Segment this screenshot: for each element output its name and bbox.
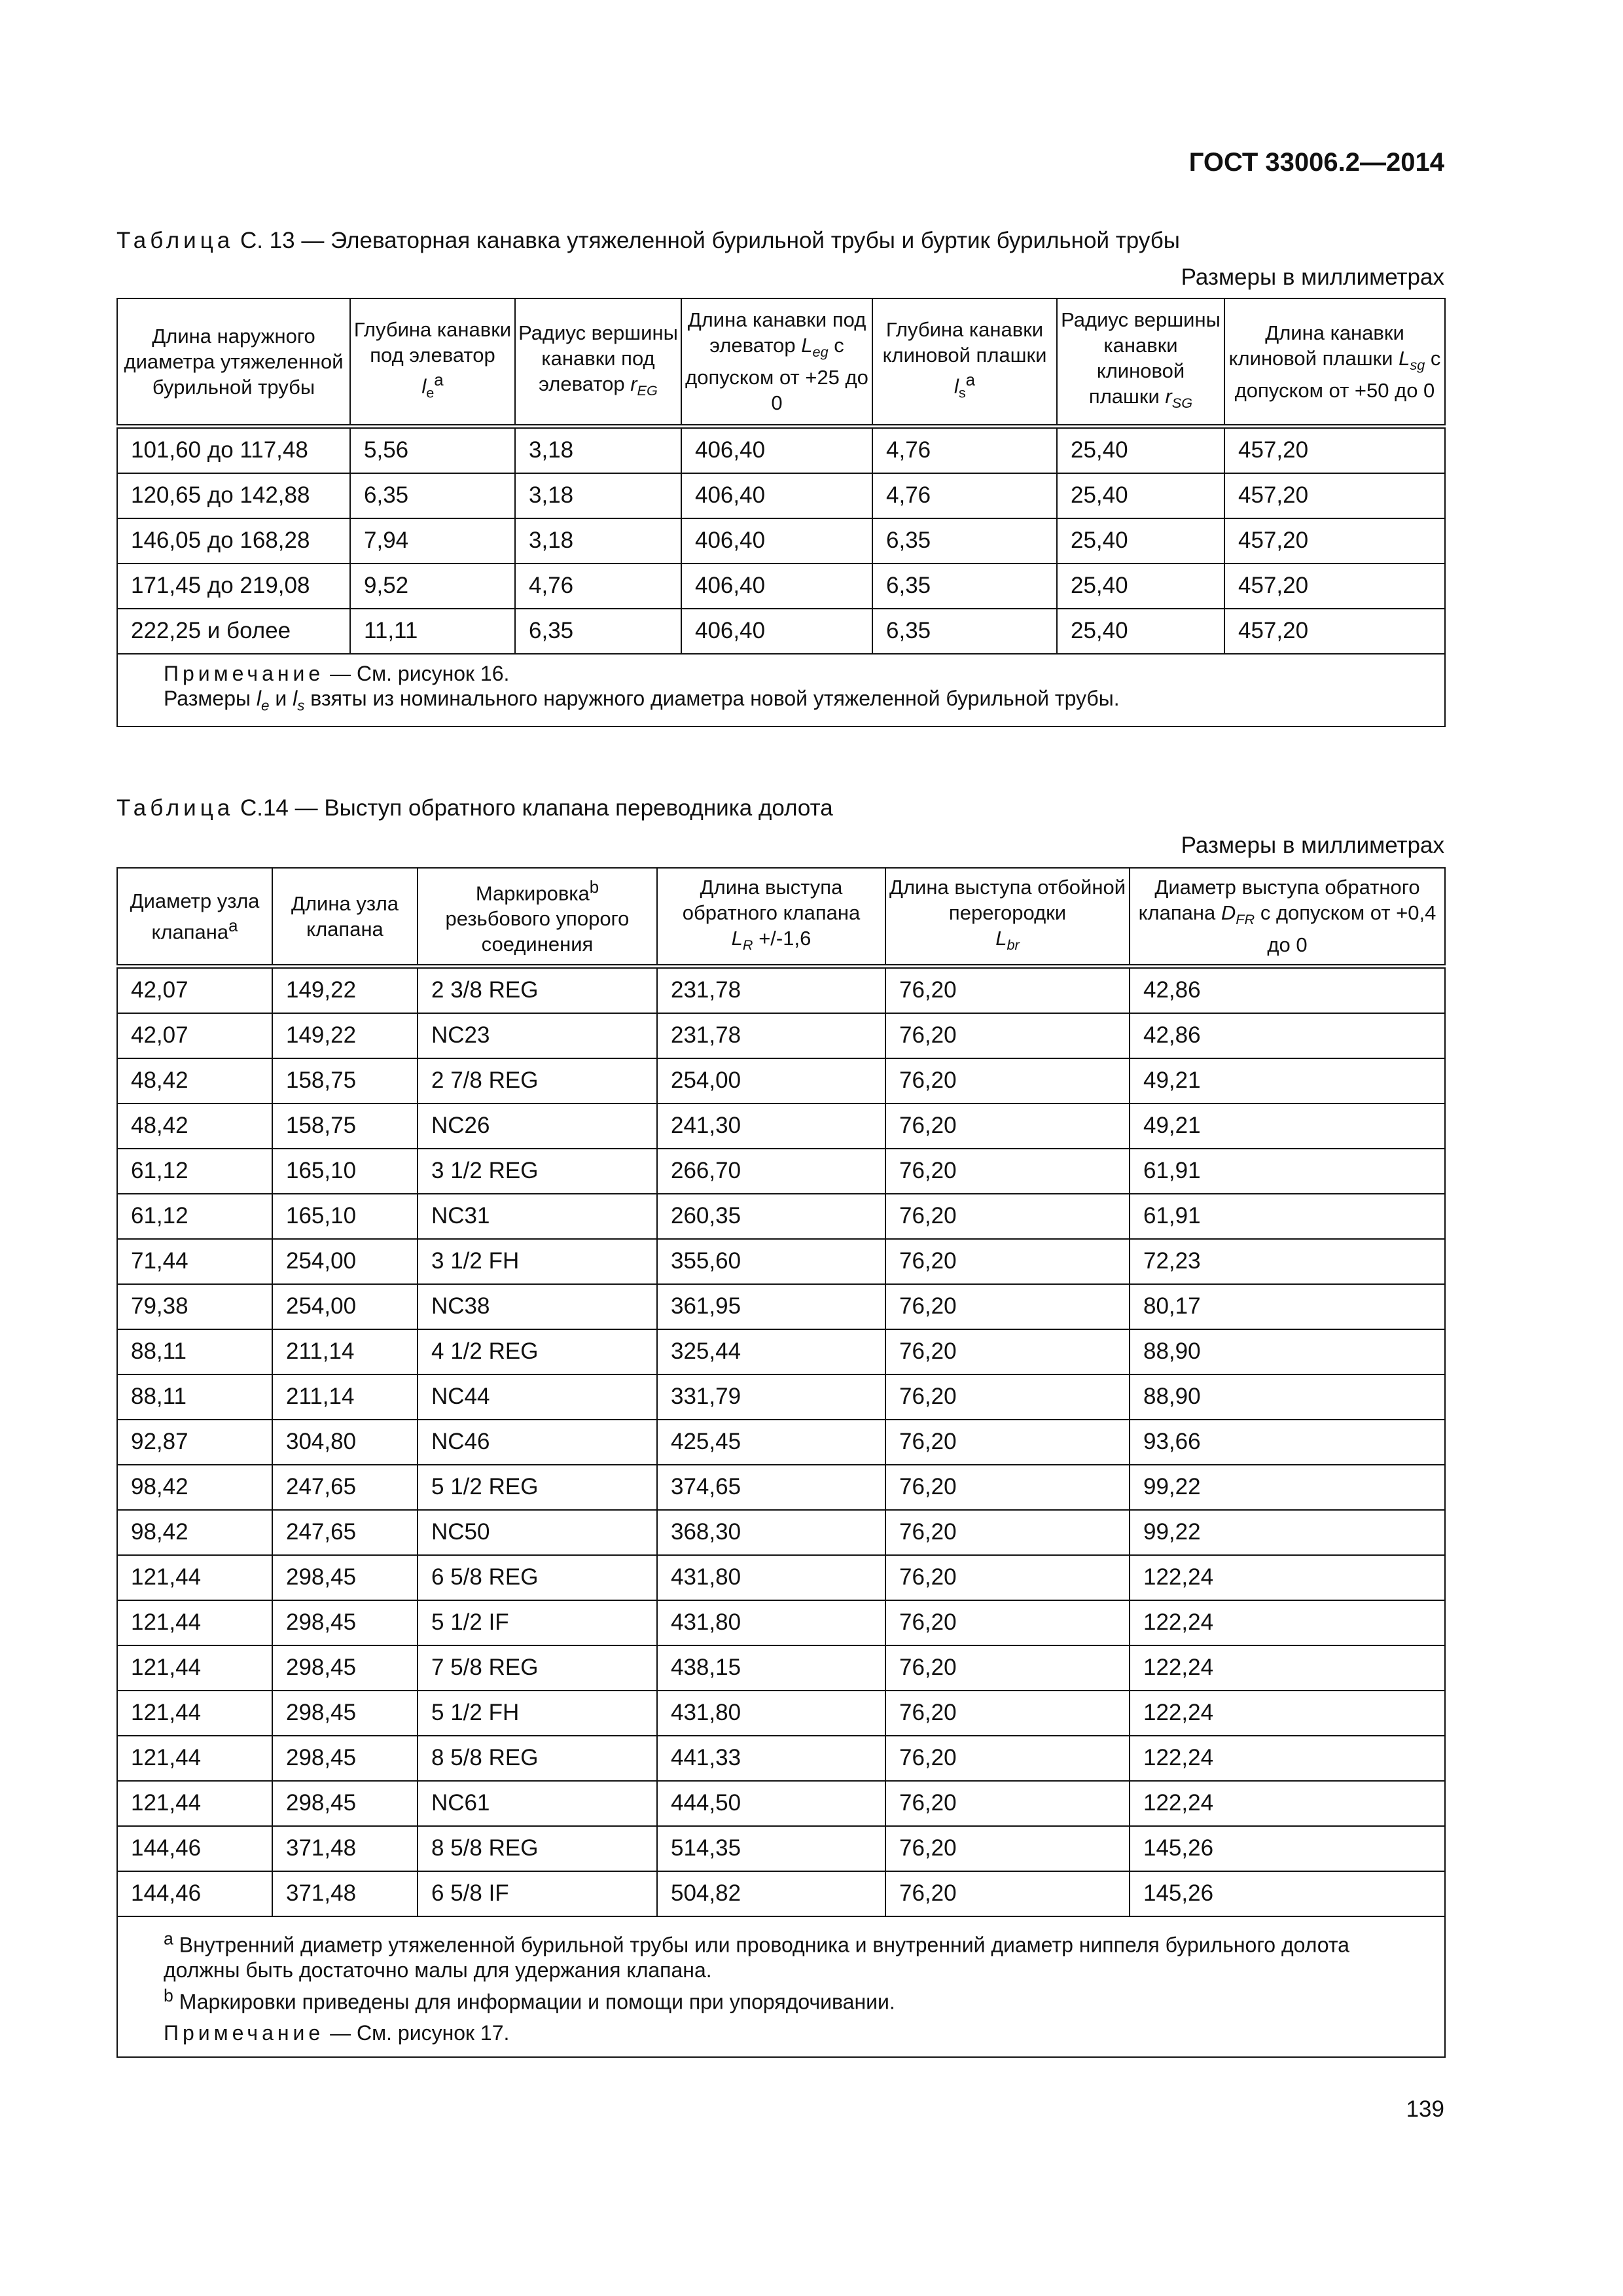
table-cell: 211,14 xyxy=(272,1374,418,1420)
table-cell: 3 1/2 FH xyxy=(418,1239,657,1284)
table-cell: 79,38 xyxy=(117,1284,272,1329)
table-cell: 457,20 xyxy=(1224,518,1445,564)
t13-col-slip-length: Длина канавки клиновой плашки $L_{sg}$ с допуском от +50 до 0 xyxy=(1224,298,1445,426)
table-cell: 61,91 xyxy=(1130,1194,1445,1239)
table14-row xyxy=(117,1284,1445,1329)
table-cell: 49,21 xyxy=(1130,1103,1445,1149)
table14-row xyxy=(117,1329,1445,1374)
table-cell: 25,40 xyxy=(1057,473,1224,518)
table14-row xyxy=(117,1645,1445,1691)
table-cell: 304,80 xyxy=(272,1420,418,1465)
table-cell: 514,35 xyxy=(657,1826,885,1871)
table-cell: 298,45 xyxy=(272,1645,418,1691)
table-cell: 149,22 xyxy=(272,1013,418,1058)
table-cell: 122,24 xyxy=(1130,1555,1445,1600)
table-cell: 406,40 xyxy=(681,473,872,518)
table-cell: 406,40 xyxy=(681,609,872,654)
table-cell: 76,20 xyxy=(885,1826,1130,1871)
table-cell: 6 5/8 REG xyxy=(418,1555,657,1600)
t13-col-elevator-depth: Глубина канавки под элеватор $l_e^a$ xyxy=(350,298,515,426)
table13-note-row xyxy=(117,654,1445,726)
table-cell: 298,45 xyxy=(272,1555,418,1600)
table14-units: Размеры в миллиметрах xyxy=(1181,833,1444,858)
table-cell: 76,20 xyxy=(885,1329,1130,1374)
t13-col-slip-depth: Глубина канавки клиновой плашки $l_s^a$ xyxy=(872,298,1057,426)
table13-label: Таблица xyxy=(116,228,234,253)
table-cell: 25,40 xyxy=(1057,564,1224,609)
table-cell: 76,20 xyxy=(885,1058,1130,1103)
table-cell: NC38 xyxy=(418,1284,657,1329)
table-cell: 146,05 до 168,28 xyxy=(117,518,350,564)
table14-row xyxy=(117,1600,1445,1645)
table13-caption xyxy=(116,228,1180,254)
table-cell: 42,86 xyxy=(1130,1013,1445,1058)
table-cell: 61,91 xyxy=(1130,1149,1445,1194)
footnote-a: $^a$ Внутренний диаметр утяжеленной бурильной трубы или проводника и внутренний диаметр ниппеля бурильного долота должны быть достаточно малы для удержания клапана. xyxy=(164,1928,1349,1982)
table-cell: 8 5/8 REG xyxy=(418,1736,657,1781)
table-cell: 158,75 xyxy=(272,1058,418,1103)
table14-row xyxy=(117,1555,1445,1600)
table14-row xyxy=(117,1826,1445,1871)
table-cell: NC44 xyxy=(418,1374,657,1420)
table-cell: 76,20 xyxy=(885,1194,1130,1239)
table-cell: 355,60 xyxy=(657,1239,885,1284)
table14-row xyxy=(117,1149,1445,1194)
table-cell: 406,40 xyxy=(681,518,872,564)
table14-title: С.14 — Выступ обратного клапана переводника долота xyxy=(234,795,833,821)
table-cell: 4,76 xyxy=(515,564,681,609)
table-cell: 120,65 до 142,88 xyxy=(117,473,350,518)
table13-row xyxy=(117,564,1445,609)
table-cell: 76,20 xyxy=(885,1239,1130,1284)
table-cell: 144,46 xyxy=(117,1826,272,1871)
t14-col-baffle-protrusion: Длина выступа отбойной перегородки $L_{br}$ xyxy=(885,868,1130,966)
table-cell: 149,22 xyxy=(272,966,418,1013)
table-cell: 6,35 xyxy=(350,473,515,518)
table-cell: 122,24 xyxy=(1130,1781,1445,1826)
table-cell: 4,76 xyxy=(872,473,1057,518)
table14-footnotes xyxy=(117,1916,1445,2057)
note-text: — См. рисунок 16. xyxy=(324,661,510,685)
table-cell: 76,20 xyxy=(885,1284,1130,1329)
table-cell: 145,26 xyxy=(1130,1826,1445,1871)
table14-row xyxy=(117,1736,1445,1781)
table-cell: 122,24 xyxy=(1130,1736,1445,1781)
table-cell: 260,35 xyxy=(657,1194,885,1239)
table-cell: 254,00 xyxy=(272,1284,418,1329)
table-cell: 25,40 xyxy=(1057,426,1224,473)
page-number: 139 xyxy=(1406,2096,1444,2122)
table-cell: 266,70 xyxy=(657,1149,885,1194)
table-cell: 144,46 xyxy=(117,1871,272,1916)
table14-row xyxy=(117,966,1445,1013)
table-cell: 88,11 xyxy=(117,1374,272,1420)
table-cell: 504,82 xyxy=(657,1871,885,1916)
table-cell: 61,12 xyxy=(117,1194,272,1239)
table-cell: 76,20 xyxy=(885,1149,1130,1194)
table14-note: Примечание — См. рисунок 17. xyxy=(164,2020,510,2045)
table-cell: 325,44 xyxy=(657,1329,885,1374)
table-cell: 165,10 xyxy=(272,1149,418,1194)
table-cell: 88,11 xyxy=(117,1329,272,1374)
table-cell: 3,18 xyxy=(515,518,681,564)
table14-row xyxy=(117,1510,1445,1555)
table13-row xyxy=(117,518,1445,564)
table-cell: 298,45 xyxy=(272,1781,418,1826)
table-cell: 331,79 xyxy=(657,1374,885,1420)
t14-col-valve-diameter: Диаметр узла клапана$^a$ xyxy=(117,868,272,966)
table-cell: 457,20 xyxy=(1224,609,1445,654)
table14-row xyxy=(117,1374,1445,1420)
table-cell: 457,20 xyxy=(1224,564,1445,609)
table14-row xyxy=(117,1691,1445,1736)
table-cell: 9,52 xyxy=(350,564,515,609)
table14-label: Таблица xyxy=(116,795,234,821)
t13-col-slip-radius: Радиус вершины канавки клиновой плашки $r_{SG}$ xyxy=(1057,298,1224,426)
table-cell: 42,07 xyxy=(117,966,272,1013)
table-cell: 241,30 xyxy=(657,1103,885,1149)
table-cell: 6,35 xyxy=(872,518,1057,564)
table-cell: 368,30 xyxy=(657,1510,885,1555)
table-cell: 76,20 xyxy=(885,1736,1130,1781)
t13-col-outer-diameter: Длина наружного диаметра утяжеленной бурильной трубы xyxy=(117,298,350,426)
table-cell: 5,56 xyxy=(350,426,515,473)
table14-header-row xyxy=(117,868,1445,966)
table-cell: 93,66 xyxy=(1130,1420,1445,1465)
t14-col-valve-protrusion-diameter: Диаметр выступа обратного клапана $D_{FR}$ с допуском от +0,4 до 0 xyxy=(1130,868,1445,966)
table-cell: 6,35 xyxy=(515,609,681,654)
table-cell: 3,18 xyxy=(515,426,681,473)
table-cell: 254,00 xyxy=(657,1058,885,1103)
table-cell: 4,76 xyxy=(872,426,1057,473)
table-cell: NC26 xyxy=(418,1103,657,1149)
table-cell: 88,90 xyxy=(1130,1329,1445,1374)
table-cell: 25,40 xyxy=(1057,518,1224,564)
table-cell: 406,40 xyxy=(681,564,872,609)
table-cell: NC50 xyxy=(418,1510,657,1555)
table-cell: 121,44 xyxy=(117,1781,272,1826)
table-cell: 231,78 xyxy=(657,1013,885,1058)
t14-col-valve-length: Длина узла клапана xyxy=(272,868,418,966)
table-cell: 99,22 xyxy=(1130,1465,1445,1510)
table14-note-row xyxy=(117,1916,1445,2057)
table-cell: NC23 xyxy=(418,1013,657,1058)
table-cell: 298,45 xyxy=(272,1600,418,1645)
document-header: ГОСТ 33006.2—2014 xyxy=(1188,148,1444,177)
table-cell: 441,33 xyxy=(657,1736,885,1781)
table-cell: 98,42 xyxy=(117,1510,272,1555)
table-cell: 48,42 xyxy=(117,1103,272,1149)
table-cell: 48,42 xyxy=(117,1058,272,1103)
table-cell: 71,44 xyxy=(117,1239,272,1284)
table-cell: 98,42 xyxy=(117,1465,272,1510)
table-cell: 122,24 xyxy=(1130,1645,1445,1691)
table-cell: 5 1/2 IF xyxy=(418,1600,657,1645)
table13 xyxy=(116,298,1446,727)
note-label: Примечание xyxy=(164,661,325,685)
table-cell: 76,20 xyxy=(885,1645,1130,1691)
table-cell: 444,50 xyxy=(657,1781,885,1826)
table-cell: 431,80 xyxy=(657,1600,885,1645)
table-cell: 76,20 xyxy=(885,1465,1130,1510)
table-cell: 431,80 xyxy=(657,1555,885,1600)
t14-col-valve-protrusion: Длина выступа обратного клапана $L_R +/-1,6$ xyxy=(657,868,885,966)
table-cell: 76,20 xyxy=(885,1691,1130,1736)
table-cell: 76,20 xyxy=(885,1103,1130,1149)
table-cell: 231,78 xyxy=(657,966,885,1013)
table-cell: 361,95 xyxy=(657,1284,885,1329)
table-cell: 76,20 xyxy=(885,1510,1130,1555)
table-cell: NC61 xyxy=(418,1781,657,1826)
table-cell: 7,94 xyxy=(350,518,515,564)
table-cell: 457,20 xyxy=(1224,426,1445,473)
table-cell: 49,21 xyxy=(1130,1058,1445,1103)
table-cell: 457,20 xyxy=(1224,473,1445,518)
table-cell: 72,23 xyxy=(1130,1239,1445,1284)
table-cell: 121,44 xyxy=(117,1600,272,1645)
table-cell: 76,20 xyxy=(885,1600,1130,1645)
footnote-b: $^b$ Маркировки приведены для информации и помощи при упорядочивании. xyxy=(164,1986,895,2014)
table-cell: 101,60 до 117,48 xyxy=(117,426,350,473)
table13-note: Примечание — См. рисунок 16. Размеры $l_e$ и $l_s$ взяты из номинального наружного диаметра новой утяжеленной бурильной трубы. xyxy=(117,654,1445,726)
table-cell: 5 1/2 REG xyxy=(418,1465,657,1510)
table-cell: 425,45 xyxy=(657,1420,885,1465)
table-cell: 92,87 xyxy=(117,1420,272,1465)
table-cell: 6,35 xyxy=(872,564,1057,609)
table14 xyxy=(116,867,1446,2058)
table-cell: NC31 xyxy=(418,1194,657,1239)
table-cell: 6,35 xyxy=(872,609,1057,654)
table13-row xyxy=(117,609,1445,654)
t13-col-elevator-radius: Радиус вершины канавки под элеватор $r_{EG}$ xyxy=(515,298,681,426)
table14-row xyxy=(117,1871,1445,1916)
table-cell: 99,22 xyxy=(1130,1510,1445,1555)
table14-row xyxy=(117,1058,1445,1103)
table-cell: 76,20 xyxy=(885,1781,1130,1826)
table-cell: 145,26 xyxy=(1130,1871,1445,1916)
table-cell: 42,07 xyxy=(117,1013,272,1058)
table-cell: 247,65 xyxy=(272,1465,418,1510)
table-cell: 406,40 xyxy=(681,426,872,473)
table-cell: 165,10 xyxy=(272,1194,418,1239)
table14-row xyxy=(117,1194,1445,1239)
table-cell: 76,20 xyxy=(885,966,1130,1013)
table-cell: 2 3/8 REG xyxy=(418,966,657,1013)
t14-col-marking: Маркировка$^b$ резьбового упорого соединения xyxy=(418,868,657,966)
table13-title: С. 13 — Элеваторная канавка утяжеленной бурильной трубы и буртик бурильной трубы xyxy=(234,228,1180,253)
table-cell: 371,48 xyxy=(272,1871,418,1916)
table13-row xyxy=(117,426,1445,473)
table-cell: 171,45 до 219,08 xyxy=(117,564,350,609)
table-cell: 122,24 xyxy=(1130,1600,1445,1645)
table-cell: 121,44 xyxy=(117,1736,272,1781)
table-cell: 298,45 xyxy=(272,1736,418,1781)
table-cell: 61,12 xyxy=(117,1149,272,1194)
table-cell: 121,44 xyxy=(117,1645,272,1691)
table-cell: 121,44 xyxy=(117,1555,272,1600)
table-cell: 5 1/2 FH xyxy=(418,1691,657,1736)
table-cell: 254,00 xyxy=(272,1239,418,1284)
table-cell: 211,14 xyxy=(272,1329,418,1374)
table-cell: 25,40 xyxy=(1057,609,1224,654)
table13-header-row xyxy=(117,298,1445,426)
table-cell: 42,86 xyxy=(1130,966,1445,1013)
table-cell: 76,20 xyxy=(885,1555,1130,1600)
table-cell: 298,45 xyxy=(272,1691,418,1736)
table-cell: 6 5/8 IF xyxy=(418,1871,657,1916)
table-cell: 76,20 xyxy=(885,1013,1130,1058)
table14-row xyxy=(117,1013,1445,1058)
table-cell: 158,75 xyxy=(272,1103,418,1149)
table-cell: 7 5/8 REG xyxy=(418,1645,657,1691)
t13-col-elevator-length: Длина канавки под элеватор $L_{eg}$ с допуском от +25 до 0 xyxy=(681,298,872,426)
table-cell: 222,25 и более xyxy=(117,609,350,654)
table-cell: 76,20 xyxy=(885,1871,1130,1916)
table-cell: NC46 xyxy=(418,1420,657,1465)
table-cell: 88,90 xyxy=(1130,1374,1445,1420)
table-cell: 4 1/2 REG xyxy=(418,1329,657,1374)
table14-caption xyxy=(116,795,833,821)
table14-row xyxy=(117,1420,1445,1465)
table-cell: 2 7/8 REG xyxy=(418,1058,657,1103)
table-cell: 431,80 xyxy=(657,1691,885,1736)
table13-row xyxy=(117,473,1445,518)
table-cell: 8 5/8 REG xyxy=(418,1826,657,1871)
table-cell: 3,18 xyxy=(515,473,681,518)
table-cell: 3 1/2 REG xyxy=(418,1149,657,1194)
table13-units: Размеры в миллиметрах xyxy=(1181,264,1444,290)
table-cell: 76,20 xyxy=(885,1420,1130,1465)
table-cell: 121,44 xyxy=(117,1691,272,1736)
table-cell: 371,48 xyxy=(272,1826,418,1871)
table14-row xyxy=(117,1103,1445,1149)
table-cell: 11,11 xyxy=(350,609,515,654)
table-cell: 438,15 xyxy=(657,1645,885,1691)
table14-row xyxy=(117,1781,1445,1826)
table14-row xyxy=(117,1465,1445,1510)
table-cell: 122,24 xyxy=(1130,1691,1445,1736)
table-cell: 374,65 xyxy=(657,1465,885,1510)
table14-row xyxy=(117,1239,1445,1284)
table-cell: 80,17 xyxy=(1130,1284,1445,1329)
table-cell: 247,65 xyxy=(272,1510,418,1555)
table-cell: 76,20 xyxy=(885,1374,1130,1420)
